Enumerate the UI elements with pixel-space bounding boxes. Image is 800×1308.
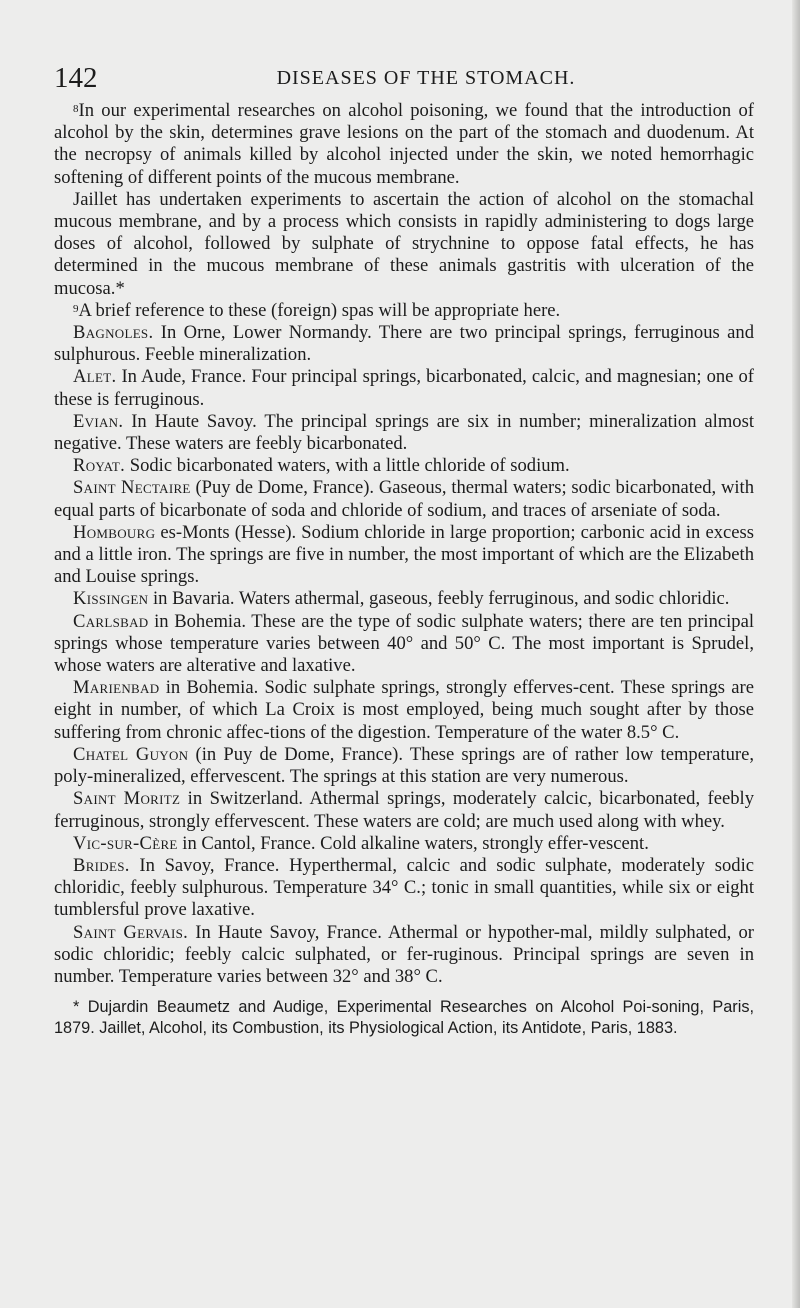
spa-entry bbox=[54, 677, 754, 744]
paragraph-text: Jaillet has undertaken experiments to ascertain the action of alcohol on the stomachal mucous membrane, and by a process which consists in rapidly administering to dogs large doses of alcohol, followed by sulphate of strychnine to oppose fatal effects, he has determined in the mucous membrane of these animals gastritis with ulceration of the mucosa.* bbox=[54, 188, 754, 299]
paragraph bbox=[54, 100, 754, 189]
page-edge-shadow bbox=[792, 0, 800, 1308]
spa-entry bbox=[54, 833, 754, 855]
spa-name: Bagnoles. bbox=[73, 322, 154, 344]
paragraph-text: A brief reference to these (foreign) spas will be appropriate here. bbox=[78, 299, 561, 321]
page-number: 142 bbox=[54, 62, 98, 94]
spa-description: in Bavaria. Waters athermal, gaseous, feebly ferruginous, and sodic chloridic. bbox=[148, 588, 730, 610]
spa-entry bbox=[54, 522, 754, 589]
spa-entry bbox=[54, 477, 754, 521]
footnote bbox=[54, 997, 754, 1038]
footnote-text: * Dujardin Beaumetz and Audige, Experimental Researches on Alcohol Poi-soning, Paris, 1879. Jaillet, Alcohol, its Combustion, its Physiological Action, its Antidote, Paris, 1883. bbox=[54, 998, 754, 1037]
spa-name: Saint Moritz bbox=[73, 788, 181, 810]
spa-entry bbox=[54, 588, 754, 610]
spa-description: In Savoy, France. Hyperthermal, calcic and sodic sulphate, moderately sodic chloridic, feebly sulphurous. Temperature 34° C.; tonic in small quantities, while six or eight tumblersful prove laxative. bbox=[54, 854, 754, 921]
spa-description: In Aude, France. Four principal springs, bicarbonated, calcic, and magnesian; one of these is ferruginous. bbox=[54, 366, 754, 410]
book-page bbox=[54, 58, 754, 1038]
spa-description: in Bohemia. Sodic sulphate springs, strongly efferves-cent. These springs are eight in number, of which La Croix is most employed, being much sought after by those suffering from chronic affec-tions of the digestion. Temperature of the water 8.5° C. bbox=[54, 677, 754, 743]
spa-description: In Orne, Lower Normandy. There are two principal springs, ferruginous and sulphurous. Feeble mineralization. bbox=[54, 322, 754, 366]
spa-name: Chatel Guyon bbox=[73, 743, 189, 765]
paragraph bbox=[54, 300, 754, 322]
spa-entry bbox=[54, 455, 754, 477]
running-head bbox=[54, 58, 754, 98]
note-marker: 9 bbox=[73, 302, 79, 315]
spa-name: Saint Nectaire bbox=[73, 477, 191, 499]
spa-name: Hombourg bbox=[73, 521, 156, 543]
paragraph-text: In our experimental researches on alcohol poisoning, we found that the introduction of alcohol by the skin, determines grave lesions on the part of the stomach and duodenum. At the necropsy of animals killed by alcohol injected under the skin, we noted hemorrhagic softening of different points of the mucous membrane. bbox=[54, 100, 754, 188]
spa-name: Evian. bbox=[73, 410, 124, 432]
paragraph bbox=[54, 189, 754, 300]
spa-description: Sodic bicarbonated waters, with a little chloride of sodium. bbox=[125, 455, 570, 477]
spa-name: Saint Gervais. bbox=[73, 921, 189, 943]
spa-name: Carlsbad bbox=[73, 610, 149, 632]
spa-entry bbox=[54, 322, 754, 366]
spa-entry bbox=[54, 366, 754, 410]
spa-name: Royat. bbox=[73, 455, 126, 477]
spa-description: In Haute Savoy. The principal springs are six in number; mineralization almost negative. These waters are feebly bicarbonated. bbox=[54, 410, 754, 455]
spa-entry bbox=[54, 788, 754, 832]
note-marker: 8 bbox=[73, 103, 79, 115]
spa-description: (Puy de Dome, France). Gaseous, thermal waters; sodic bicarbonated, with equal parts of bicarbonate of soda and chloride of sodium, and traces of arseniate of soda. bbox=[54, 477, 755, 521]
spa-description: (in Puy de Dome, France). These springs are of rather low temperature, poly-mineralized, effervescent. The springs at this station are very numerous. bbox=[54, 743, 754, 788]
spa-description: in Bohemia. These are the type of sodic sulphate waters; there are ten principal springs whose temperature varies between 40° and 50° C. The most important is Sprudel, whose waters are alterative and laxative. bbox=[54, 610, 754, 677]
spa-name: Vic-sur-Cère bbox=[73, 832, 178, 854]
chapter-title: DISEASES OF THE STOMACH. bbox=[276, 67, 576, 89]
spa-name: Alet. bbox=[73, 366, 117, 388]
spa-name: Kissingen bbox=[73, 588, 149, 610]
spa-description: in Cantol, France. Cold alkaline waters, strongly effer-vescent. bbox=[177, 832, 649, 854]
spa-description: in Switzerland. Athermal springs, moderately calcic, bicarbonated, feebly ferruginous, strongly effervescent. These waters are cold; are much used along with whey. bbox=[54, 788, 754, 832]
spa-description: In Haute Savoy, France. Athermal or hypother-mal, mildly sulphated, or sodic chloridic; feebly calcic sulphated, or fer-ruginous. Principal springs are seven in number. Temperature varies between 32° and 38° C. bbox=[54, 921, 754, 987]
spa-description: es-Monts (Hesse). Sodium chloride in large proportion; carbonic acid in excess and a little iron. The springs are five in number, the most important of which are the Elizabeth and Louise springs. bbox=[54, 521, 754, 588]
spa-entry bbox=[54, 855, 754, 922]
spa-entry bbox=[54, 744, 754, 788]
spa-name: Brides. bbox=[73, 854, 130, 876]
body-text bbox=[54, 100, 754, 988]
spa-entry bbox=[54, 922, 754, 989]
spa-entry bbox=[54, 611, 754, 678]
spa-name: Marienbad bbox=[73, 677, 160, 699]
spa-entry bbox=[54, 411, 754, 455]
